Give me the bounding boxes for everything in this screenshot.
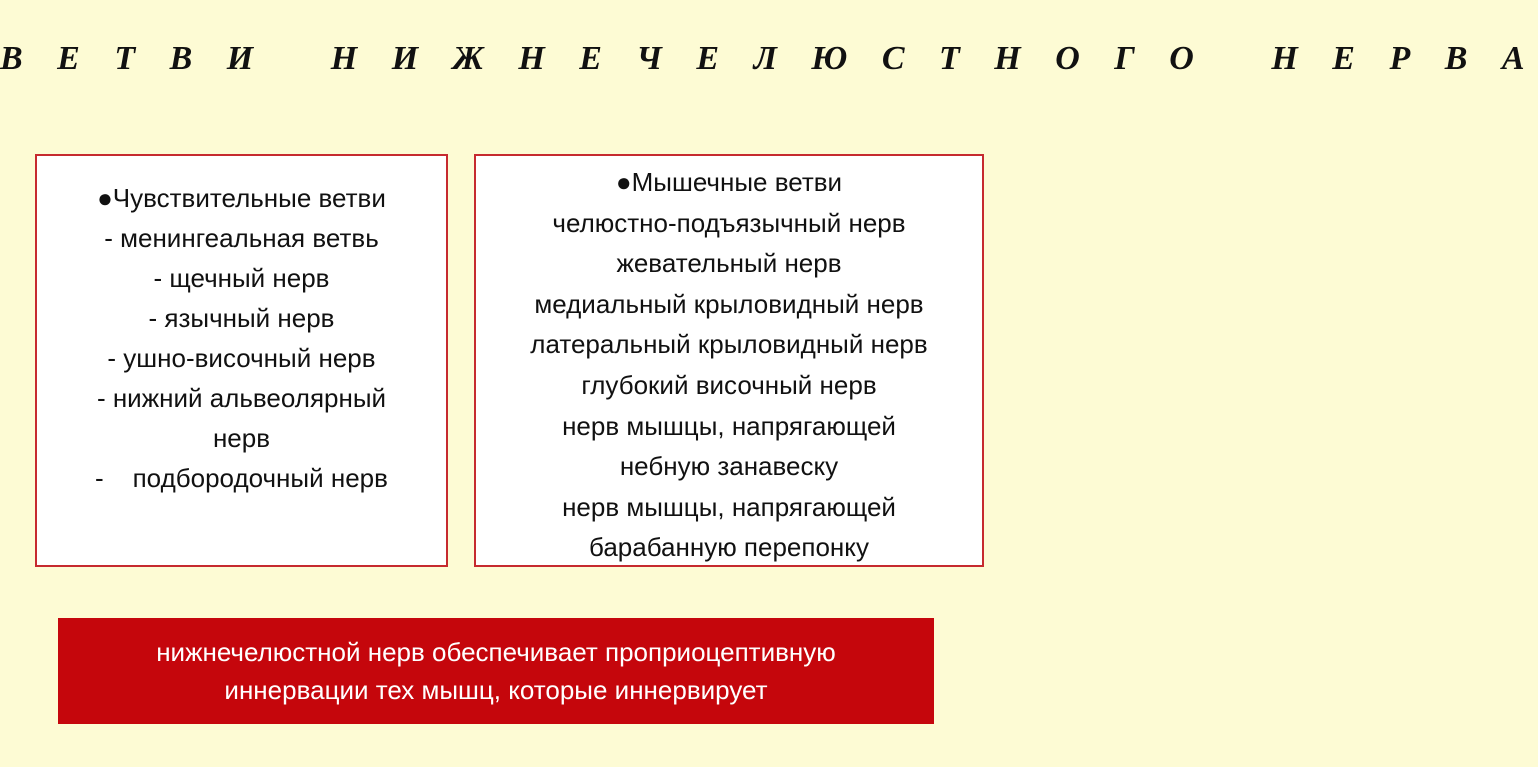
motor-branches-box	[474, 154, 984, 567]
list-item: челюстно-подъязычный нерв	[552, 207, 906, 238]
list-item: - ушно-височный нерв	[107, 343, 376, 373]
list-item: - язычный нерв	[148, 303, 335, 333]
sensory-branches-heading: ●Чувствительные ветви	[97, 183, 386, 213]
list-item: нерв	[212, 423, 271, 453]
sensory-branches-box	[35, 154, 448, 567]
note-line: нижнечелюстной нерв обеспечивает проприоцептивную	[156, 637, 836, 667]
list-item: нерв мышцы, напрягающей	[562, 491, 896, 522]
list-item: небную занавеску	[619, 451, 839, 482]
list-item: - щечный нерв	[153, 263, 330, 293]
note-line: иннервации тех мышц, которые иннервирует	[224, 675, 768, 705]
slide-title: В Е Т В И Н И Ж Н Е Ч Е Л Ю С Т Н О Г О Н Е Р В А	[0, 40, 1538, 77]
list-item: - подбородочный нерв	[95, 463, 388, 493]
list-item: - менингеальная ветвь	[104, 223, 379, 253]
list-item: жевательный нерв	[616, 248, 842, 279]
sensory-branches-list	[37, 178, 446, 498]
list-item: барабанную перепонку	[589, 532, 869, 563]
list-item: нерв мышцы, напрягающей	[562, 410, 896, 441]
list-item: латеральный крыловидный нерв	[530, 329, 928, 360]
list-item: медиальный крыловидный нерв	[534, 288, 924, 319]
proprioception-note	[58, 618, 934, 724]
list-item: - нижний альвеолярный	[96, 383, 387, 413]
motor-branches-list	[476, 162, 982, 568]
motor-branches-heading: ●Мышечные ветви	[615, 167, 843, 197]
list-item: глубокий височный нерв	[581, 369, 877, 400]
